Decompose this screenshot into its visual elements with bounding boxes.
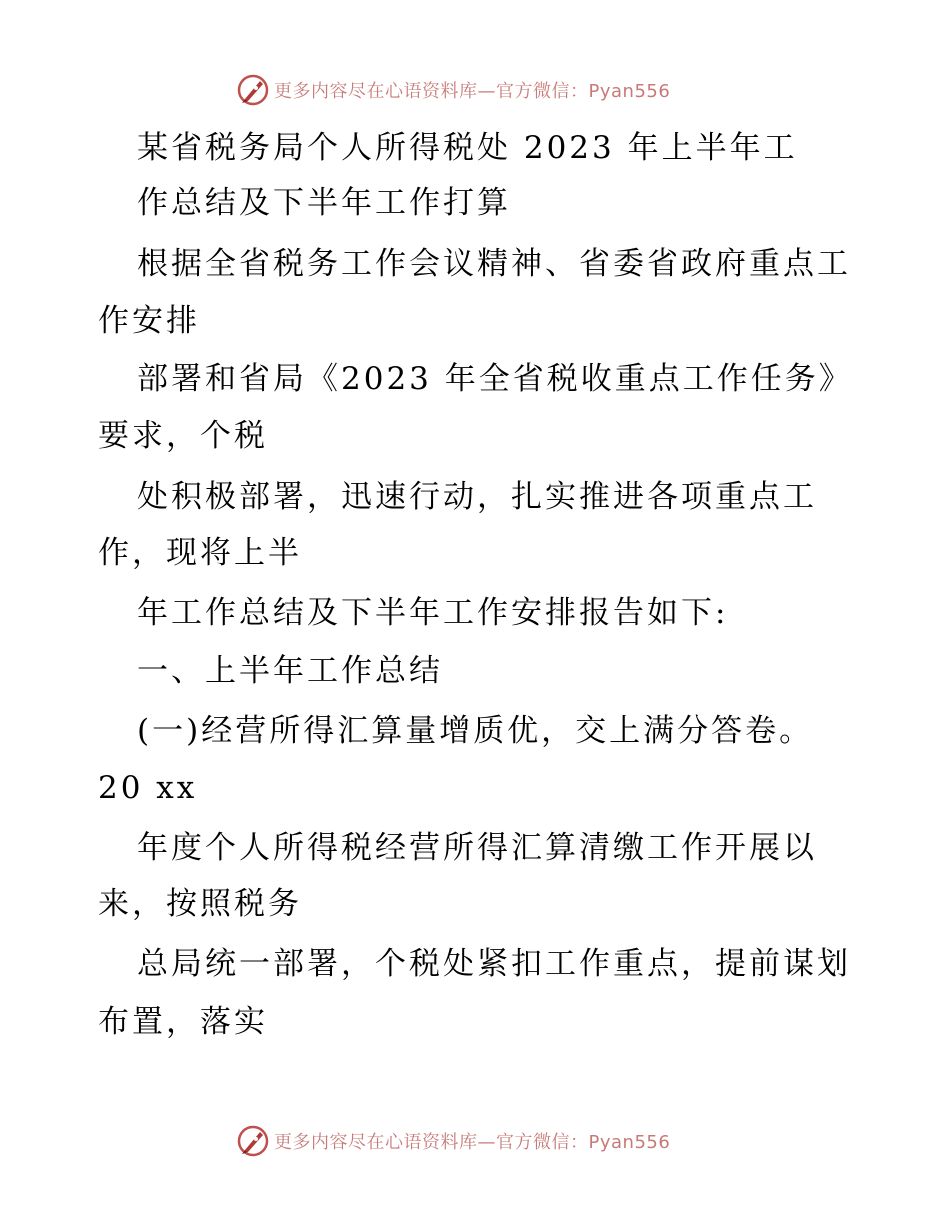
header-watermark bbox=[236, 73, 670, 107]
quill-pen-logo-icon bbox=[236, 1124, 270, 1158]
paragraph-line: 年度个人所得税经营所得汇算清缴工作开展以 bbox=[137, 830, 817, 866]
footer-watermark bbox=[236, 1124, 670, 1158]
paragraph-line: 处积极部署，迅速行动，扎实推进各项重点工 bbox=[137, 479, 817, 515]
quill-pen-logo-icon bbox=[236, 73, 270, 107]
paragraph-line: 作，现将上半 bbox=[98, 535, 302, 571]
paragraph-line: 布置，落实 bbox=[98, 1004, 268, 1040]
doc-title-line-2: 作总结及下半年工作打算 bbox=[137, 185, 511, 221]
paragraph-line: 年工作总结及下半年工作安排报告如下: bbox=[137, 595, 729, 631]
doc-title-line-1: 某省税务局个人所得税处 2023 年上半年工 bbox=[137, 130, 798, 166]
paragraph-line: 来，按照税务 bbox=[98, 886, 302, 922]
watermark-text: 更多内容尽在心语资料库—官方微信：Pyan556 bbox=[274, 81, 671, 102]
subsection-heading: (一)经营所得汇算量增质优，交上满分答卷。 bbox=[137, 713, 814, 749]
paragraph-line: 部署和省局《2023 年全省税收重点工作任务》 bbox=[137, 361, 853, 397]
paragraph-line: 20 xx bbox=[98, 770, 198, 806]
paragraph-line: 作安排 bbox=[98, 303, 200, 339]
section-heading: 一、上半年工作总结 bbox=[137, 653, 443, 689]
paragraph-line: 总局统一部署，个税处紧扣工作重点，提前谋划 bbox=[137, 946, 851, 982]
paragraph-line: 根据全省税务工作会议精神、省委省政府重点工 bbox=[137, 246, 851, 282]
paragraph-line: 要求，个税 bbox=[98, 418, 268, 454]
watermark-text: 更多内容尽在心语资料库—官方微信：Pyan556 bbox=[274, 1132, 671, 1153]
